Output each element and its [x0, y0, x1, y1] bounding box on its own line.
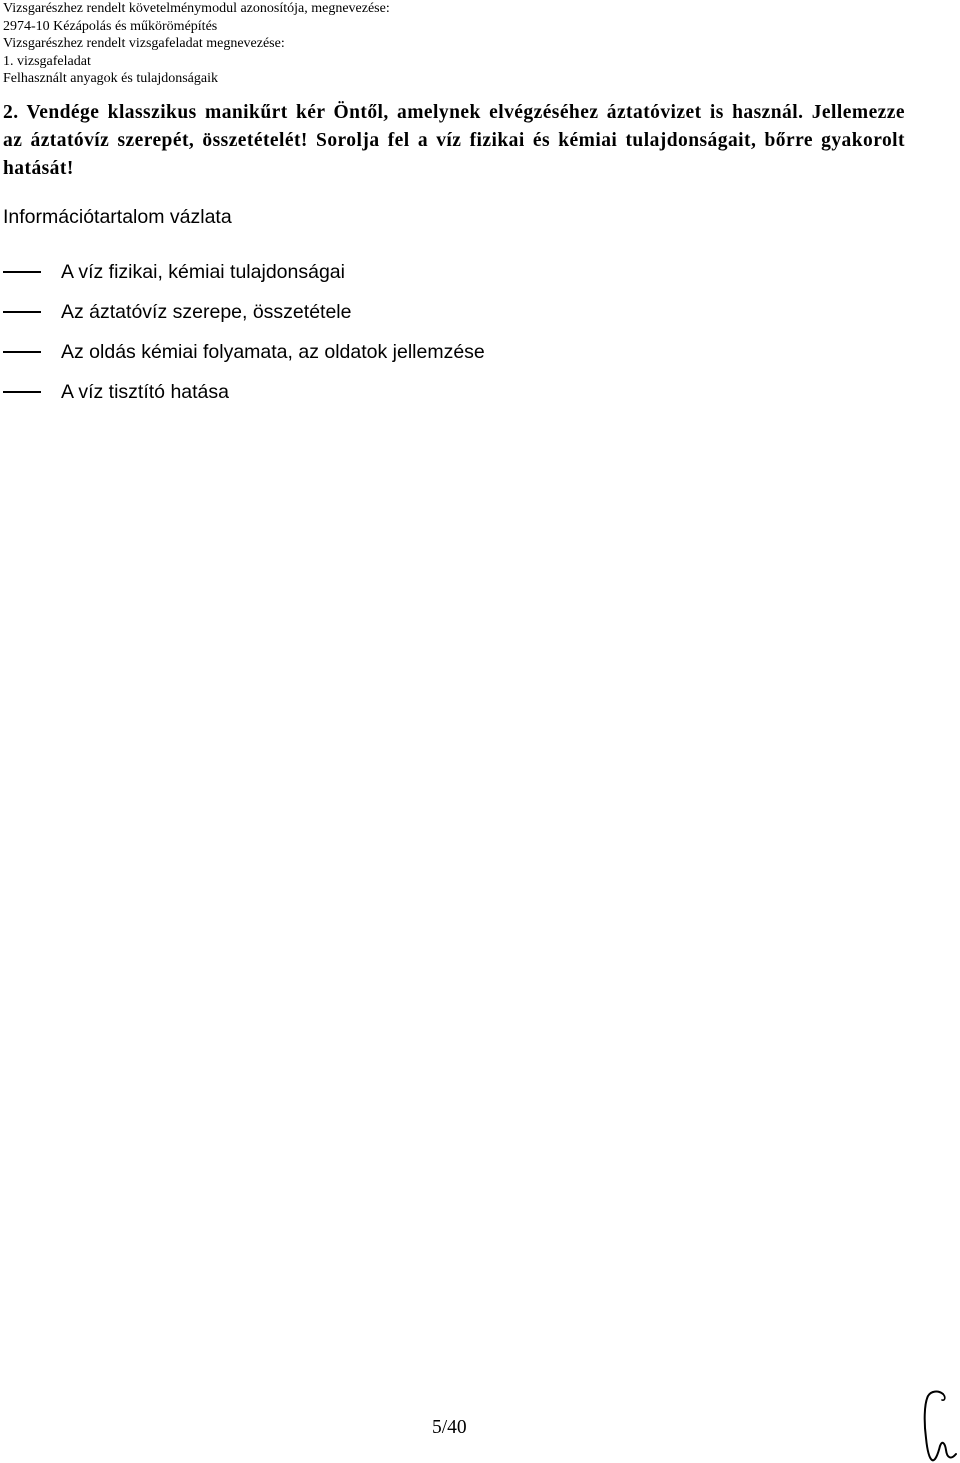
header-task-name: 1. vizsgafeladat	[3, 53, 91, 69]
task-statement	[3, 99, 905, 183]
list-item-text: Az áztatóvíz szerepe, összetétele	[61, 301, 352, 323]
dash-bullet-icon	[3, 271, 41, 273]
header-module-label: Vizsgarészhez rendelt követelménymodul azonosítója, megnevezése:	[3, 1, 390, 16]
document-header	[3, 0, 390, 88]
list-item-text: Az oldás kémiai folyamata, az oldatok jellemzése	[61, 341, 485, 363]
page-number: 5/40	[432, 1417, 467, 1438]
header-topic: Felhasznált anyagok és tulajdonságaik	[3, 71, 218, 86]
header-task-label: Vizsgarészhez rendelt vizsgafeladat megnevezése:	[3, 36, 285, 51]
signature-image	[918, 1388, 960, 1463]
dash-bullet-icon	[3, 391, 41, 393]
list-item-text: A víz fizikai, kémiai tulajdonságai	[61, 261, 345, 283]
outline-title: Információtartalom vázlata	[3, 206, 232, 228]
dash-bullet-icon	[3, 311, 41, 313]
list-item-text: A víz tisztító hatása	[61, 381, 229, 403]
dash-bullet-icon	[3, 351, 41, 353]
task-text: 2. Vendége klasszikus manikűrt kér Öntől, amelynek elvégzéséhez áztatóvizet is használ. Jellemezze az áztatóvíz szerepét, összetételét! Sorolja fel a víz fizikai és kémiai tulajdonságait, bőrre gyakorolt hatását!	[3, 102, 905, 179]
header-module-name: 2974-10 Kézápolás és műkörömépítés	[3, 18, 218, 34]
